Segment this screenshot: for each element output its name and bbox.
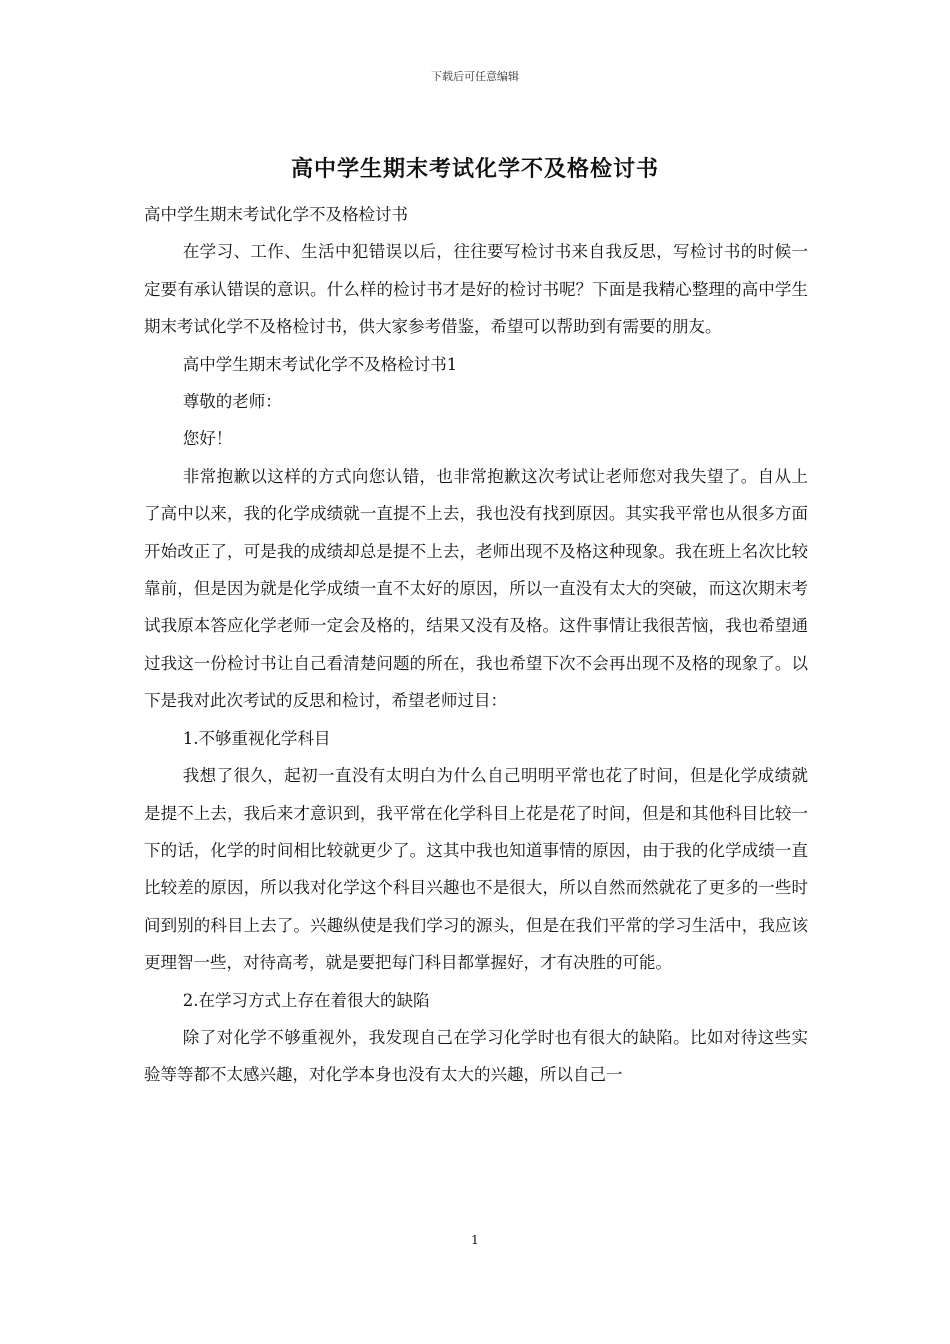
paragraph: 非常抱歉以这样的方式向您认错，也非常抱歉这次考试让老师您对我失望了。自从上了高中以来，我的化学成绩就一直提不上去，我也没有找到原因。其实我平常也从很多方面开始改正了，可是我的成绩却总是提不上去，老师出现不及格这种现象。我在班上名次比较靠前，但是因为就是化学成绩一直不太好的原因，所以一直没有太大的突破，而这次期末考试我原本答应化学老师一定会及格的，结果又没有及格。这件事情让我很苦恼，我也希望通过我这一份检讨书让自己看清楚问题的所在，我也希望下次不会再出现不及格的现象了。以下是我对此次考试的反思和检讨，希望老师过目： <box>144 466 808 711</box>
paragraph: 您好！ <box>182 429 233 449</box>
paragraph: 高中学生期末考试化学不及格检讨书1 <box>182 354 458 374</box>
document-body <box>144 196 808 1094</box>
header-note: 下载后可任意编辑 <box>431 70 519 83</box>
paragraph: 2.在学习方式上存在着很大的缺陷 <box>182 990 430 1010</box>
paragraph: 高中学生期末考试化学不及格检讨书 <box>144 205 408 224</box>
paragraph: 我想了很久，起初一直没有太明白为什么自己明明平常也花了时间，但是化学成绩就是提不上去，我后来才意识到，我平常在化学科目上花是花了时间，但是和其他科目比较一下的话，化学的时间相比较就更少了。这其中我也知道事情的原因，由于我的化学成绩一直比较差的原因，所以我对化学这个科目兴趣也不是很大，所以自然而然就花了更多的一些时间到别的科目上去了。兴趣纵使是我们学习的源头，但是在我们平常的学习生活中，我应该更理智一些，对待高考，就是要把每门科目都掌握好，才有决胜的可能。 <box>144 766 808 973</box>
page-number: 1 <box>471 1233 479 1247</box>
paragraph: 1.不够重视化学科目 <box>182 728 331 748</box>
document-title: 高中学生期末考试化学不及格检讨书 <box>290 156 659 182</box>
paragraph: 在学习、工作、生活中犯错误以后，往往要写检讨书来自我反思，写检讨书的时候一定要有承认错误的意识。什么样的检讨书才是好的检讨书呢？下面是我精心整理的高中学生期末考试化学不及格检讨书，供大家参考借鉴，希望可以帮助到有需要的朋友。 <box>144 242 808 337</box>
paragraph: 尊敬的老师： <box>182 392 282 412</box>
paragraph: 除了对化学不够重视外，我发现自己在学习化学时也有很大的缺陷。比如对待这些实验等等都不太感兴趣，对化学本身也没有太大的兴趣，所以自己一 <box>144 1027 808 1085</box>
